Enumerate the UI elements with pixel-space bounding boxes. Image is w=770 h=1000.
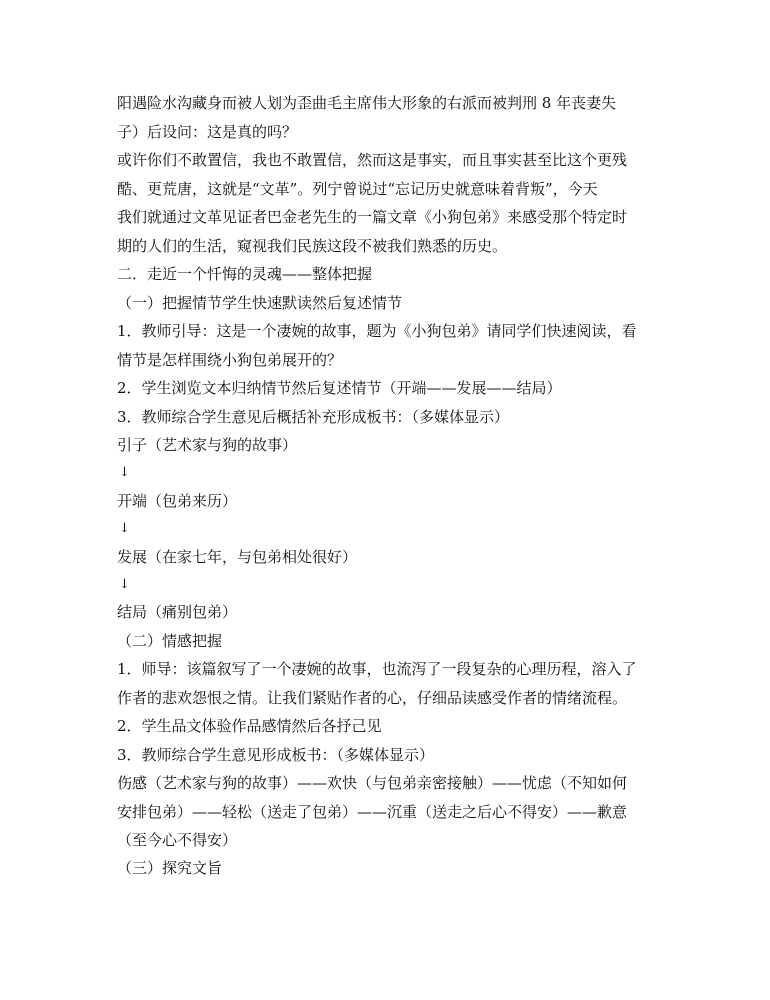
text-line: 期的人们的生活，窥视我们民族这段不被我们熟悉的历史。 bbox=[117, 237, 508, 255]
text-line: 情节是怎样围绕小狗包弟展开的？ bbox=[117, 351, 343, 369]
subsection-heading: （二）情感把握 bbox=[117, 632, 223, 650]
text-line: 子）后设问：这是真的吗？ bbox=[117, 123, 298, 141]
text-line: 安排包弟）——轻松（送走了包弟）——沉重（送走之后心不得安）——歉意 bbox=[117, 803, 628, 821]
subsection-heading: （三）探究文旨 bbox=[117, 859, 223, 877]
text-line: 阳遇险水沟藏身而被人划为歪曲毛主席伟大形象的右派而被判刑 8 年丧妻失 bbox=[117, 94, 617, 112]
down-arrow-icon: ↓ bbox=[119, 465, 130, 480]
text-line: 伤感（艺术家与狗的故事）——欢快（与包弟亲密接触）——忧虑（不知如何 bbox=[117, 774, 628, 792]
text-line: 2．学生品文体验作品感情然后各抒己见 bbox=[117, 717, 382, 735]
down-arrow-icon: ↓ bbox=[119, 577, 130, 592]
text-line: 我们就通过文革见证者巴金老先生的一篇文章《小狗包弟》来感受那个特定时 bbox=[117, 208, 628, 226]
section-heading: 二．走近一个忏悔的灵魂——整体把握 bbox=[117, 265, 373, 283]
text-line: 3．教师综合学生意见形成板书：（多媒体显示） bbox=[117, 746, 435, 764]
text-line: 2．学生浏览文本归纳情节然后复述情节（开端——发展——结局） bbox=[117, 379, 562, 397]
subsection-heading: （一）把握情节学生快速默读然后复述情节 bbox=[117, 294, 403, 312]
text-line: 1．师导：该篇叙写了一个凄婉的故事，也流泻了一段复杂的心理历程，溶入了 bbox=[117, 660, 637, 678]
text-line: 3．教师综合学生意见后概括补充形成板书：（多媒体显示） bbox=[117, 408, 510, 426]
plot-step-beginning: 开端（包弟来历） bbox=[117, 492, 238, 510]
plot-step-ending: 结局（痛别包弟） bbox=[117, 603, 238, 621]
plot-step-development: 发展（在家七年，与包弟相处很好） bbox=[117, 548, 358, 566]
plot-step-intro: 引子（艺术家与狗的故事） bbox=[117, 436, 298, 454]
down-arrow-icon: ↓ bbox=[119, 521, 130, 536]
text-line: 酷、更荒唐，这就是“文革”。列宁曾说过“忘记历史就意味着背叛”，今天 bbox=[117, 180, 598, 198]
text-line: 1．教师引导：这是一个凄婉的故事，题为《小狗包弟》请同学们快速阅读，看 bbox=[117, 322, 637, 340]
text-line: 或许你们不敢置信，我也不敢置信，然而这是事实，而且事实甚至比这个更残 bbox=[117, 151, 628, 169]
text-line: （至今心不得安） bbox=[117, 831, 238, 849]
text-line: 作者的悲欢怨恨之情。让我们紧贴作者的心，仔细品读感受作者的情绪流程。 bbox=[117, 689, 628, 707]
